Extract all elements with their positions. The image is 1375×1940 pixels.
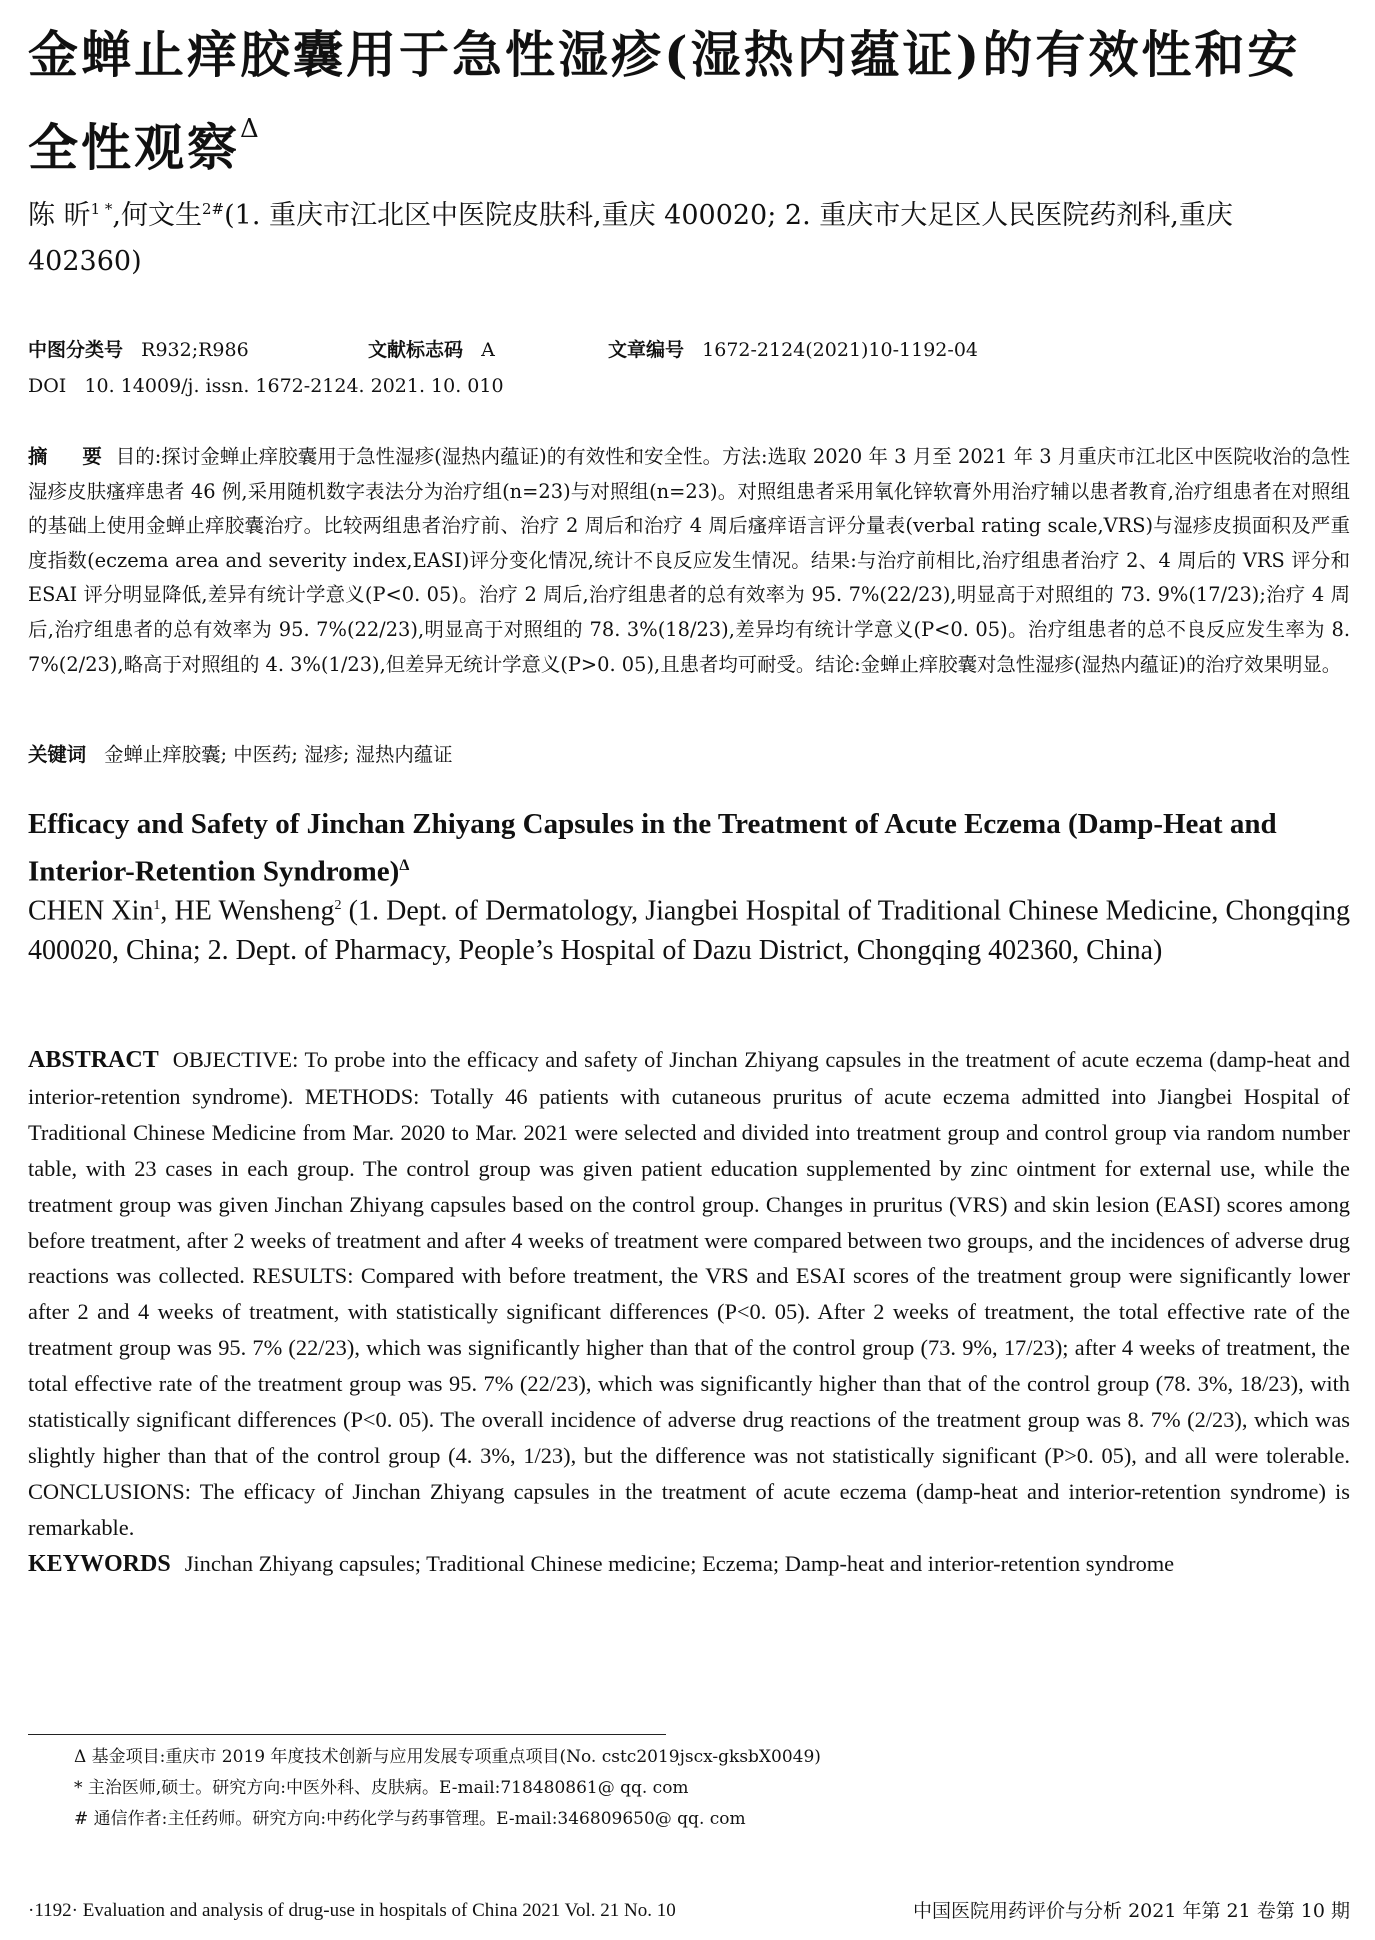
- clc-label: 中图分类号: [28, 339, 124, 361]
- doi-row: [28, 368, 1348, 404]
- article-no-label: 文章编号: [608, 339, 685, 361]
- classification-row: [28, 332, 1348, 368]
- doi-label: DOI: [28, 375, 67, 397]
- footnote-divider: [28, 1734, 666, 1735]
- affiliation-cn: (1. 重庆市江北区中医院皮肤科,重庆 400020; 2. 重庆市大足区人民医院药剂科,重庆 402360): [28, 200, 1233, 277]
- article-title-cn: 金蝉止痒胶囊用于急性湿疹(湿热内蕴证)的有效性和安全性观察$^\Delta$: [28, 25, 1301, 177]
- keywords-cn-label: 关键词: [28, 743, 87, 766]
- keywords-en-text: Jinchan Zhiyang capsules; Traditional Chinese medicine; Eczema; Damp-heat and interior-retention syndrome: [184, 1550, 1175, 1576]
- abstract-en-label: ABSTRACT: [28, 1047, 159, 1073]
- authors-cn: 陈 昕$^{1 *}$,何文生$^{2\#}$(1. 重庆市江北区中医院皮肤科,重庆 400020; 2. 重庆市大足区人民医院药剂科,重庆 402360): [28, 200, 1233, 277]
- footnote-fund: Δ 基金项目:重庆市 2019 年度技术创新与应用发展专项重点项目(No. cstc2019jscx-gksbX0049): [74, 1747, 821, 1767]
- footer-journal-en: ·1192· Evaluation and analysis of drug-use in hospitals of China 2021 Vol. 21 No. 10: [28, 1900, 676, 1921]
- affiliation-en: (1. Dept. of Dermatology, Jiangbei Hospital of Traditional Chinese Medicine, Chongqing 400020, China; 2. Dept. of Pharmacy, People’s Hospital of Dazu District, Chongqing 402360, China): [28, 895, 1350, 967]
- abstract-en-text: OBJECTIVE: To probe into the efficacy and safety of Jinchan Zhiyang capsules in the treatment of acute eczema (damp-heat and interior-retention syndrome). METHODS: Totally 46 patients with cutaneous pruritus of acute eczema admitted into Jiangbei Hospital of Traditional Chinese Medicine from Mar. 2020 to Mar. 2021 were selected and divided into treatment group and control group via random number table, with 23 cases in each group. The control group was given patient education supplemented by zinc ointment for external use, while the treatment group was given Jinchan Zhiyang capsules based on the control group. Changes in pruritus (VRS) and skin lesion (EASI) scores among before treatment, after 2 weeks of treatment and after 4 weeks of treatment were compared between two groups, and the incidences of adverse drug reactions was collected. RESULTS: Compared with before treatment, the VRS and ESAI scores of the treatment group were significantly lower after 2 and 4 weeks of treatment, with statistically significant differences (P<0. 05). After 2 weeks of treatment, the total effective rate of the treatment group was 95. 7% (22/23), which was significantly higher than that of the control group (73. 9%, 17/23); after 4 weeks of treatment, the total effective rate of the treatment group was 95. 7% (22/23), which was significantly higher than that of the control group (78. 3%, 18/23), with statistically significant differences (P<0. 05). The overall incidence of adverse drug reactions of the treatment group was 8. 7% (2/23), which was slightly higher than that of the control group (4. 3%, 1/23), but the difference was not statistically significant (P>0. 05), and all were tolerable. CONCLUSIONS: The efficacy of Jinchan Zhiyang capsules in the treatment of acute eczema (damp-heat and interior-retention syndrome) is remarkable.: [28, 1047, 1350, 1540]
- author-1-mark: 1 *: [90, 200, 113, 218]
- keywords-en-label: KEYWORDS: [28, 1550, 171, 1577]
- doc-code-value: A: [481, 339, 495, 361]
- abstract-en: [28, 1042, 1350, 1583]
- abstract-cn-label: 摘 要: [28, 445, 116, 468]
- fund-mark: Δ: [240, 114, 262, 144]
- footnote-corresponding-author: # 通信作者:主任药师。研究方向:中药化学与药事管理。E-mail:346809650@ qq. com: [74, 1809, 746, 1829]
- footnotes: [74, 1742, 1334, 1835]
- page-footer: [28, 1894, 1350, 1928]
- author-2-name-en: HE Wensheng: [174, 895, 335, 927]
- author-2-name: 何文生: [121, 200, 202, 231]
- abstract-cn: [28, 440, 1350, 682]
- article-no-value: 1672-2124(2021)10-1192-04: [702, 339, 978, 361]
- footer-journal-cn: 中国医院用药评价与分析 2021 年第 21 卷第 10 期: [913, 1900, 1350, 1922]
- doc-code-label: 文献标志码: [368, 339, 464, 361]
- article-title-en: Efficacy and Safety of Jinchan Zhiyang Capsules in the Treatment of Acute Eczema (Damp-Heat and Interior-Retention Syndrome)$^\Delta$: [28, 808, 1277, 888]
- authors-en: CHEN Xin$^1$, HE Wensheng$^2$ (1. Dept. of Dermatology, Jiangbei Hospital of Traditional Chinese Medicine, Chongqing 400020, China; 2. Dept. of Pharmacy, People’s Hospital of Dazu District, Chongqing 402360, China): [28, 895, 1350, 967]
- author-2-mark: 2#: [202, 200, 225, 218]
- author-1-name-en: CHEN Xin: [28, 895, 154, 927]
- author-1-name: 陈 昕: [28, 200, 91, 231]
- keywords-cn: [28, 738, 1348, 772]
- clc-value: R932;R986: [141, 339, 249, 361]
- keywords-cn-text: 金蝉止痒胶囊; 中医药; 湿疹; 湿热内蕴证: [104, 743, 453, 766]
- article-meta: [28, 332, 1348, 404]
- abstract-cn-text: 目的:探讨金蝉止痒胶囊用于急性湿疹(湿热内蕴证)的有效性和安全性。方法:选取 2020 年 3 月至 2021 年 3 月重庆市江北区中医院收治的急性湿疹皮肤瘙痒患者 46 例,采用随机数字表法分为治疗组(n=23)与对照组(n=23)。对照组患者采用氧化锌软膏外用治疗辅以患者教育,治疗组患者在对照组的基础上使用金蝉止痒胶囊治疗。比较两组患者治疗前、治疗 2 周后和治疗 4 周后瘙痒语言评分量表(verbal rating scale,VRS)与湿疹皮损面积及严重度指数(eczema area and severity index,EASI)评分变化情况,统计不良反应发生情况。结果:与治疗前相比,治疗组患者治疗 2、4 周后的 VRS 评分和 ESAI 评分明显降低,差异有统计学意义(P<0. 05)。治疗 2 周后,治疗组患者的总有效率为 95. 7%(22/23),明显高于对照组的 73. 9%(17/23);治疗 4 周后,治疗组患者的总有效率为 95. 7%(22/23),明显高于对照组的 78. 3%(18/23),差异均有统计学意义(P<0. 05)。治疗组患者的总不良反应发生率为 8. 7%(2/23),略高于对照组的 4. 3%(1/23),但差异无统计学意义(P>0. 05),且患者均可耐受。结论:金蝉止痒胶囊对急性湿疹(湿热内蕴证)的治疗效果明显。: [28, 445, 1350, 676]
- footnote-first-author: * 主治医师,硕士。研究方向:中医外科、皮肤病。E-mail:718480861@ qq. com: [74, 1778, 689, 1798]
- fund-mark-en: Δ: [399, 857, 410, 874]
- doi-value: 10. 14009/j. issn. 1672-2124. 2021. 10. 010: [84, 375, 504, 397]
